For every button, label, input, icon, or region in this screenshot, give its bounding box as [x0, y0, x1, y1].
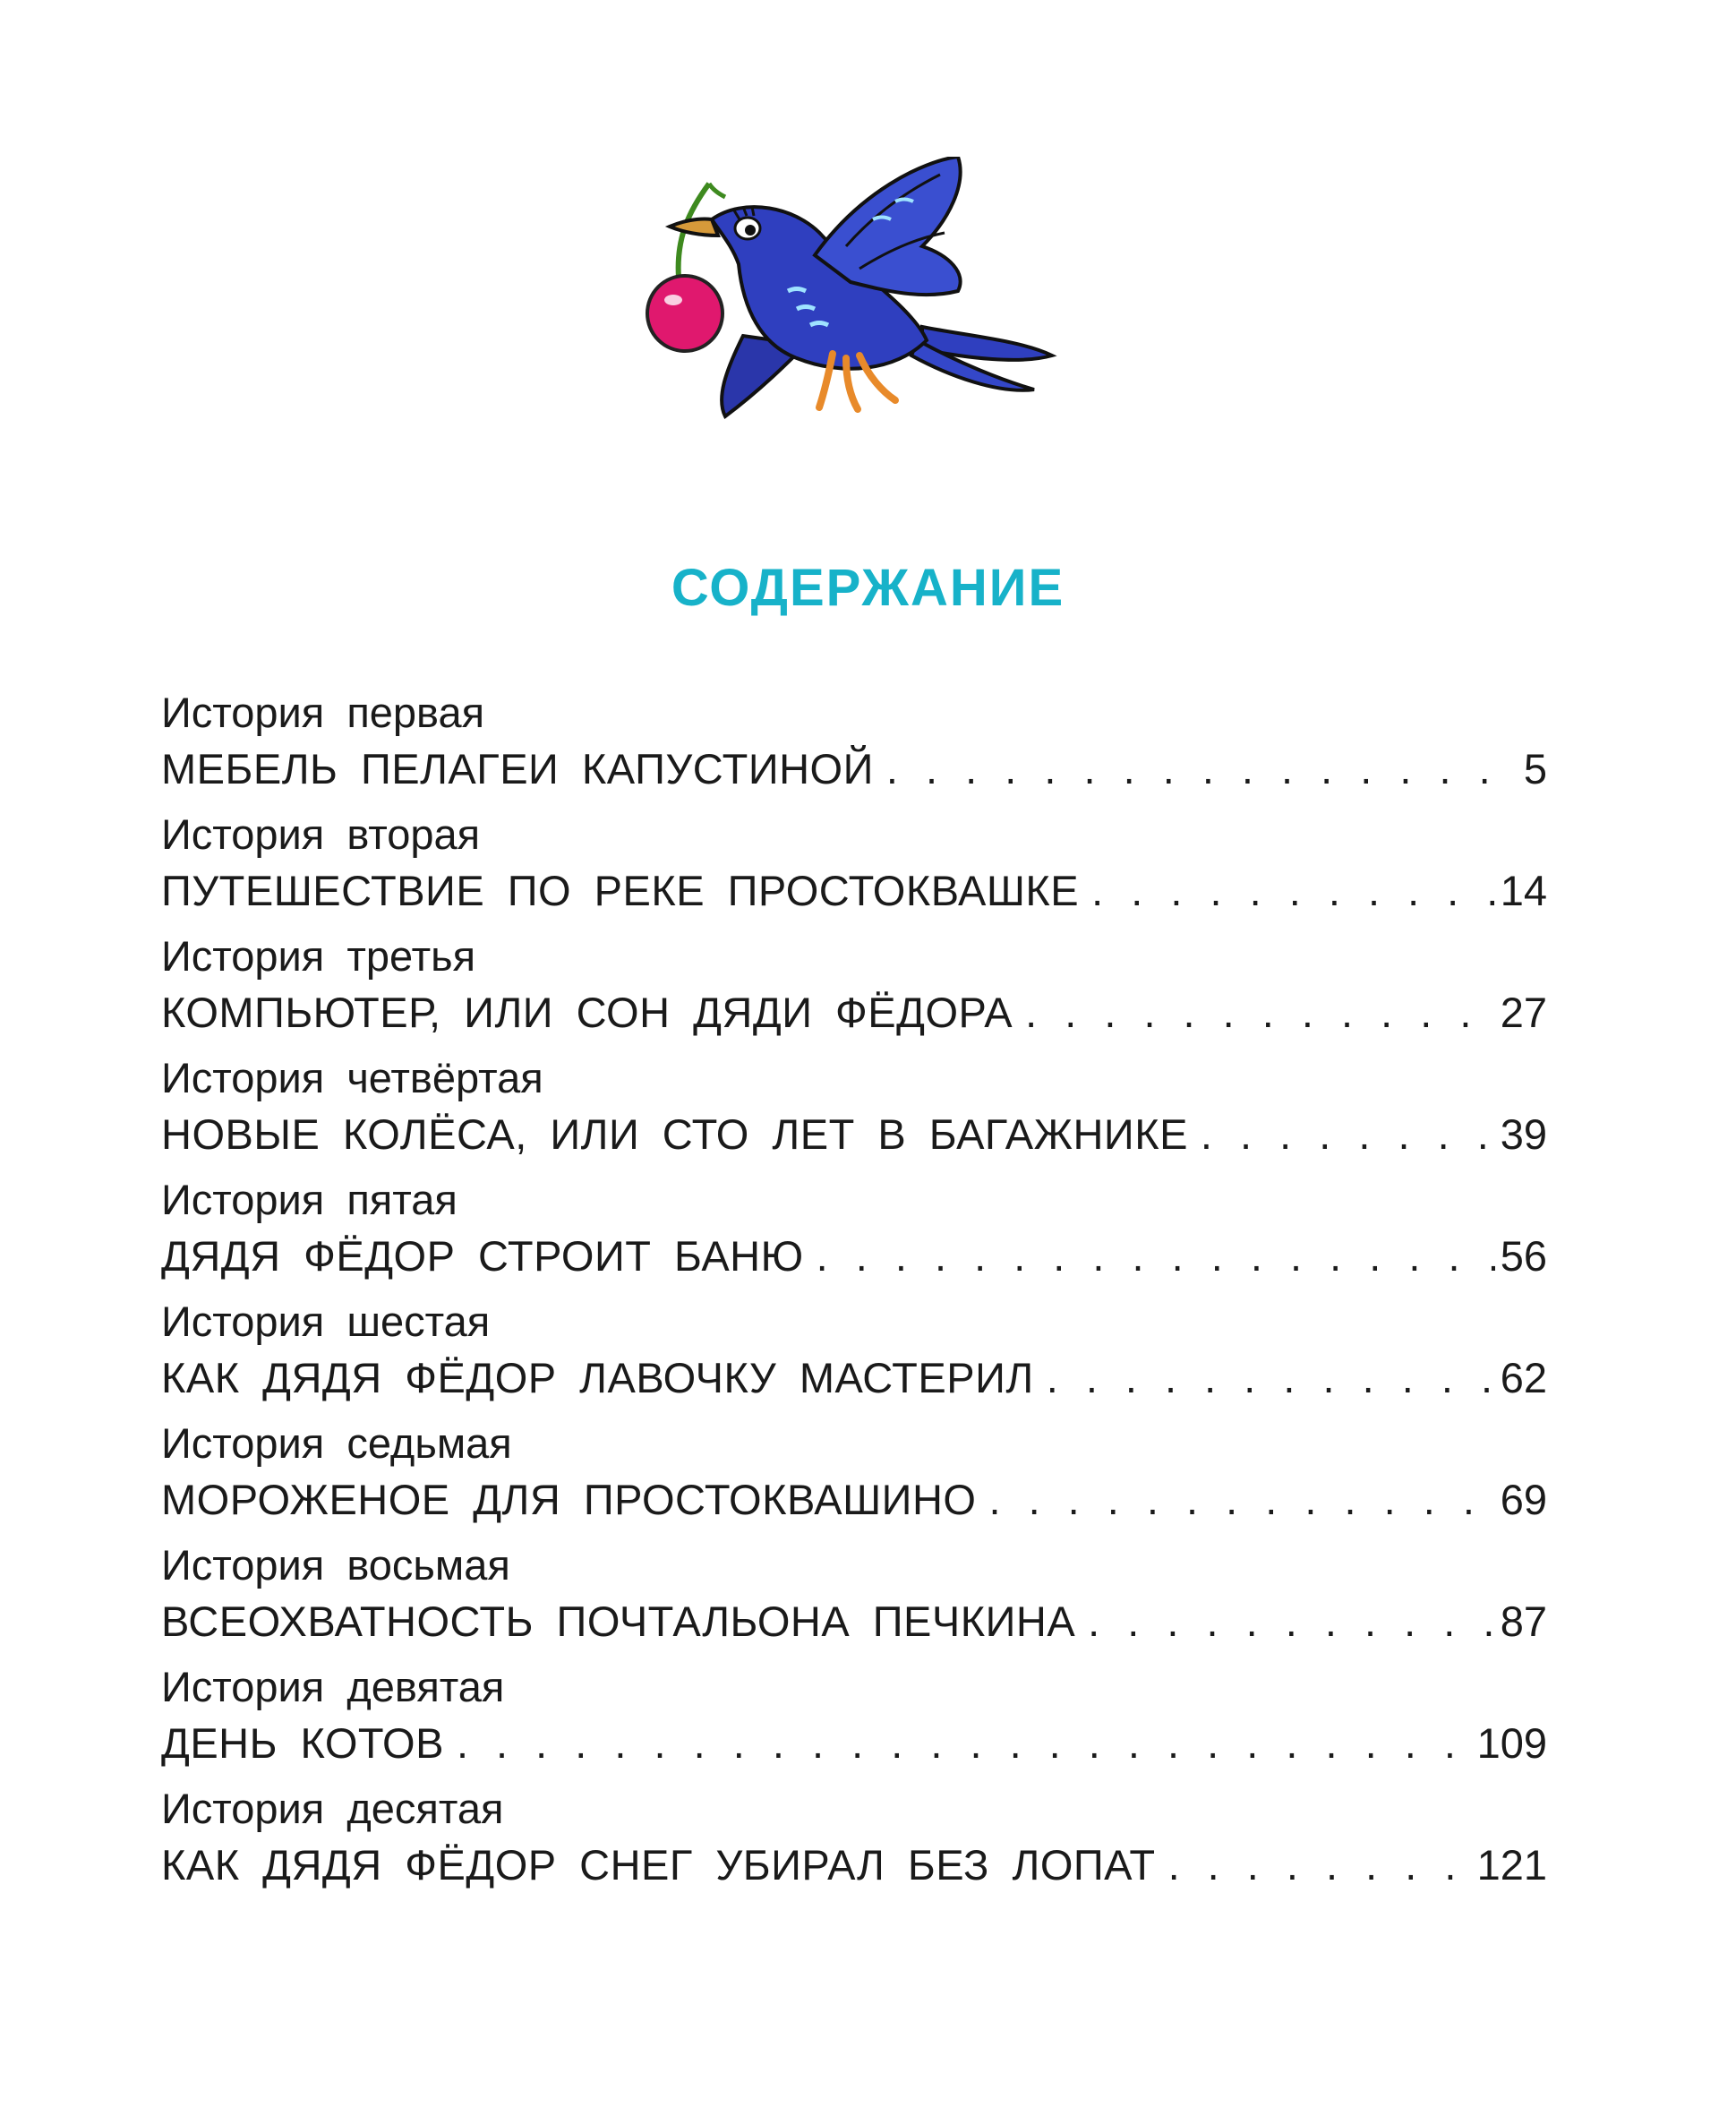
story-title: ПУТЕШЕСТВИЕ ПО РЕКЕ ПРОСТОКВАШКЕ: [161, 867, 1080, 914]
toc-heading: СОДЕРЖАНИЕ: [671, 559, 1065, 617]
page-number: 27: [1500, 989, 1547, 1036]
dot-leader: [988, 1475, 1494, 1525]
page-number: 69: [1500, 1476, 1547, 1523]
dot-leader: [1168, 1840, 1472, 1890]
bird-with-cherry-icon: [627, 157, 1074, 452]
toc-entry: [161, 1784, 1547, 1906]
dot-leader: [817, 1231, 1495, 1281]
story-title: ДЯДЯ ФЁДОР СТРОИТ БАНЮ: [161, 1232, 804, 1280]
toc-entry: [161, 1540, 1547, 1662]
story-number: История четвёртая: [161, 1054, 543, 1101]
dot-leader: [1201, 1109, 1495, 1160]
toc-line[interactable]: [161, 866, 1547, 916]
toc-entry: [161, 1053, 1547, 1175]
story-title: НОВЫЕ КОЛЁСА, ИЛИ СТО ЛЕТ В БАГАЖНИКЕ: [161, 1110, 1188, 1158]
toc-line[interactable]: [161, 1109, 1547, 1160]
toc-entry: [161, 1662, 1547, 1784]
dot-leader: [886, 744, 1518, 794]
story-number: История пятая: [161, 1176, 458, 1223]
toc-entry: [161, 1297, 1547, 1418]
dot-leader: [457, 1718, 1472, 1769]
page-number: 56: [1500, 1232, 1547, 1280]
toc-entry: [161, 1175, 1547, 1297]
toc-entry: [161, 688, 1547, 810]
toc-line[interactable]: [161, 1840, 1547, 1890]
toc-line[interactable]: [161, 988, 1547, 1038]
story-number: История первая: [161, 689, 485, 736]
toc-line[interactable]: [161, 1353, 1547, 1403]
page-number: 87: [1500, 1598, 1547, 1645]
toc-line[interactable]: [161, 744, 1547, 794]
dot-leader: [1091, 866, 1495, 916]
toc-line[interactable]: [161, 1475, 1547, 1525]
story-title: КАК ДЯДЯ ФЁДОР ЛАВОЧКУ МАСТЕРИЛ: [161, 1354, 1034, 1401]
story-number: История девятая: [161, 1663, 505, 1710]
bird-with-cherry-illustration: [627, 157, 1074, 452]
story-title: ДЕНЬ КОТОВ: [161, 1719, 444, 1767]
story-number: История десятая: [161, 1785, 504, 1832]
page-number: 14: [1500, 867, 1547, 914]
page-number: 109: [1476, 1719, 1547, 1767]
page-number: 5: [1523, 745, 1547, 792]
toc-line[interactable]: [161, 1718, 1547, 1769]
story-number: История восьмая: [161, 1541, 510, 1589]
dot-leader: [1025, 988, 1495, 1038]
story-number: История шестая: [161, 1298, 491, 1345]
page-number: 62: [1500, 1354, 1547, 1401]
toc-line[interactable]: [161, 1597, 1547, 1647]
table-of-contents: [161, 688, 1547, 1906]
toc-entry: [161, 810, 1547, 931]
toc-entry: [161, 1418, 1547, 1540]
toc-line[interactable]: [161, 1231, 1547, 1281]
story-title: КОМПЬЮТЕР, ИЛИ СОН ДЯДИ ФЁДОРА: [161, 989, 1013, 1036]
page-number: 39: [1500, 1110, 1547, 1158]
toc-entry: [161, 931, 1547, 1053]
dot-leader: [1047, 1353, 1495, 1403]
story-number: История седьмая: [161, 1419, 512, 1467]
story-title: МЕБЕЛЬ ПЕЛАГЕИ КАПУСТИНОЙ: [161, 745, 874, 792]
story-title: КАК ДЯДЯ ФЁДОР СНЕГ УБИРАЛ БЕЗ ЛОПАТ: [161, 1841, 1156, 1889]
story-title: ВСЕОХВАТНОСТЬ ПОЧТАЛЬОНА ПЕЧКИНА: [161, 1598, 1076, 1645]
story-title: МОРОЖЕНОЕ ДЛЯ ПРОСТОКВАШИНО: [161, 1476, 977, 1523]
story-number: История третья: [161, 932, 476, 980]
dot-leader: [1088, 1597, 1495, 1647]
page-number: 121: [1476, 1841, 1547, 1889]
story-number: История вторая: [161, 810, 481, 858]
